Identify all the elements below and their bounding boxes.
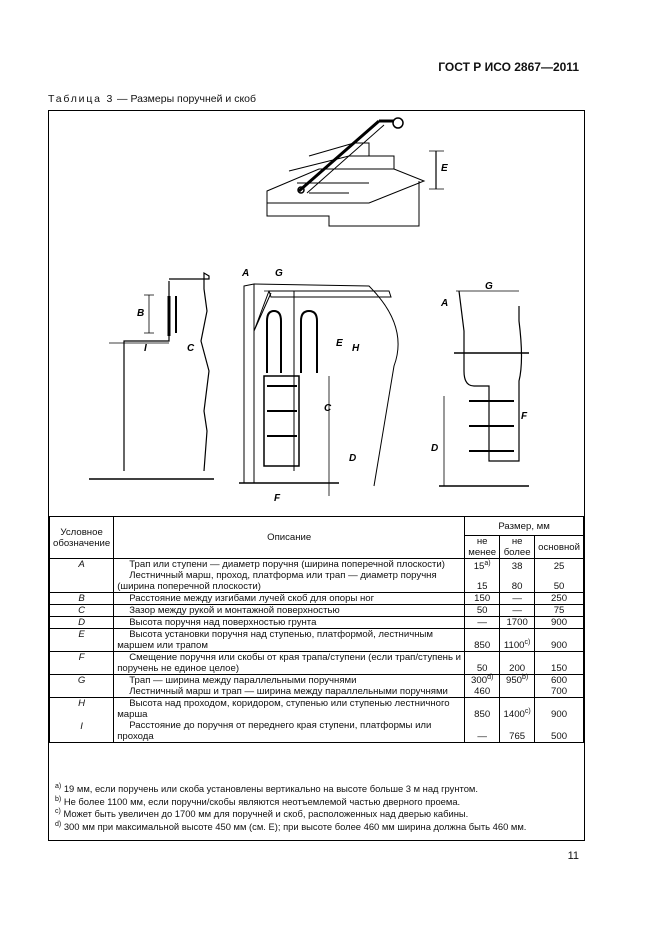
cell-min: 850 [465, 629, 500, 652]
table-row [50, 593, 584, 605]
cell-max: — [500, 593, 535, 605]
cell-max-2: 765 [509, 731, 526, 742]
handrail-drawing [49, 111, 584, 516]
cell-main-2: 700 [551, 686, 568, 697]
label-F-mid: F [274, 493, 281, 504]
label-A-mid: A [242, 268, 250, 279]
label-E-top: E [441, 163, 448, 174]
table-row [50, 629, 584, 652]
row-description: Высота установки поручня над ступенью, платформой, лестничным маршем или трапом [114, 629, 465, 652]
label-A-right: A [441, 298, 449, 309]
row-description: Трап — ширина между параллельными поручнями [129, 675, 357, 686]
row-symbol-2: I [80, 721, 83, 732]
label-G-mid: G [275, 268, 283, 279]
label-I: I [144, 343, 147, 354]
cell-min-2: 460 [474, 686, 491, 697]
table-row [50, 605, 584, 617]
cell-min: 150 [465, 593, 500, 605]
head-min: не менее [465, 536, 500, 559]
cell-main-2: 50 [553, 581, 565, 592]
row-description-2: Лестничный марш и трап — ширина между параллельными поручнями [129, 686, 448, 697]
cell-max: 1100 [503, 640, 525, 651]
row-description: Смещение поручня или скобы от края трапа/ступени (если трап/ступень и поручень не единое целое) [114, 652, 465, 675]
cell-max: — [500, 605, 535, 617]
head-max: не более [500, 536, 535, 559]
row-symbol: C [50, 605, 114, 617]
cell-main: 600 [551, 675, 568, 686]
row-symbol: G [50, 675, 114, 698]
row-symbol: H [78, 698, 86, 709]
table-row [50, 698, 584, 743]
footnote [55, 821, 526, 834]
page-number: 11 [567, 850, 579, 862]
cell-min-2: 15 [476, 581, 488, 592]
footnote-mark: c) [55, 808, 61, 816]
cell-min: 15 [473, 561, 485, 572]
footnote [55, 796, 526, 809]
footnote-mark: d) [55, 820, 62, 828]
caption-label: Таблица 3 [48, 93, 115, 105]
head-size: Размер, мм [465, 517, 584, 536]
row-symbol: E [50, 629, 114, 652]
label-E-mid: E [336, 338, 343, 349]
footnote-text: Не более 1100 мм, если поручни/скобы являются неотъемлемой частью дверного проема. [61, 795, 461, 807]
row-description: Зазор между рукой и монтажной поверхностью [114, 605, 465, 617]
cell-max-2: 80 [511, 581, 523, 592]
table-caption [48, 93, 256, 105]
row-description: Трап или ступени — диаметр поручня (ширина поперечной плоскости) [129, 559, 445, 570]
cell-max: 950 [506, 675, 523, 686]
cell-max: 38 [511, 561, 523, 572]
footnote [55, 808, 526, 821]
table-row [50, 617, 584, 629]
cell-main-2: 500 [551, 731, 568, 742]
cell-min: — [465, 617, 500, 629]
cell-max: 1700 [500, 617, 535, 629]
footnote-text: 19 мм, если поручень или скоба установлены вертикально на высоте больше 3 м над грунтом. [61, 783, 478, 794]
footnote-mark: b) [522, 673, 529, 681]
row-symbol: B [50, 593, 114, 605]
cell-min: 50 [465, 652, 500, 675]
label-C-left: C [187, 343, 195, 354]
table-frame [48, 110, 585, 841]
label-H: H [352, 343, 360, 354]
label-C-mid: C [324, 403, 332, 414]
table-row [50, 559, 584, 593]
row-symbol: A [50, 559, 114, 593]
cell-min: 300 [471, 675, 488, 686]
footnote-mark: a) [55, 782, 62, 790]
cell-main: 900 [535, 629, 584, 652]
row-symbol: F [50, 652, 114, 675]
cell-main: 900 [551, 709, 568, 720]
row-description: Высота поручня над поверхностью грунта [114, 617, 465, 629]
standard-header: ГОСТ Р ИСО 2867—2011 [438, 60, 579, 74]
row-symbol: D [50, 617, 114, 629]
footnote-mark: b) [55, 795, 62, 803]
footnote-mark: c) [524, 638, 531, 646]
cell-main: 75 [535, 605, 584, 617]
label-D-mid: D [349, 453, 357, 464]
footnotes [55, 783, 526, 833]
cell-max: 200 [500, 652, 535, 675]
footnote-mark: c) [524, 707, 531, 715]
table-row [50, 652, 584, 675]
cell-min: 50 [465, 605, 500, 617]
label-F-right: F [521, 411, 528, 422]
head-symbol: Условное обозначение [50, 517, 114, 559]
row-description-2: Лестничный марш, проход, платформа или трап — диаметр поручня (ширина поперечной плоскости) [117, 570, 437, 592]
cell-min: 850 [474, 709, 491, 720]
label-D-right: D [431, 443, 439, 454]
footnote-text: Может быть увеличен до 1700 мм для поручней и скоб, расположенных над дверью кабины. [60, 808, 469, 820]
cell-main: 900 [535, 617, 584, 629]
footnote-mark: a) [484, 559, 491, 567]
cell-main: 150 [535, 652, 584, 675]
head-main: основной [535, 536, 584, 559]
footnote-mark: d) [487, 673, 494, 681]
cell-min-2: — [477, 731, 487, 742]
cell-main: 250 [535, 593, 584, 605]
row-description: Высота над проходом, коридором, ступенью или ступенью лестничного марша [117, 698, 450, 720]
dimensions-table [49, 516, 584, 743]
caption-text: — Размеры поручней и скоб [114, 93, 257, 105]
row-description: Расстояние между изгибами лучей скоб для опоры ног [114, 593, 465, 605]
label-B: B [137, 308, 145, 319]
row-description-2: Расстояние до поручня от переднего края ступени, платформы или прохода [117, 720, 432, 742]
label-G-right: G [485, 281, 493, 292]
table-row [50, 675, 584, 698]
footnote [55, 783, 526, 796]
footnote-text: 300 мм при максимальной высоте 450 мм (см. E); при высоте более 460 мм ширина должна быть 460 мм. [61, 820, 527, 832]
head-description: Описание [114, 517, 465, 559]
cell-max: 1400 [503, 709, 525, 720]
cell-main: 25 [553, 561, 565, 572]
